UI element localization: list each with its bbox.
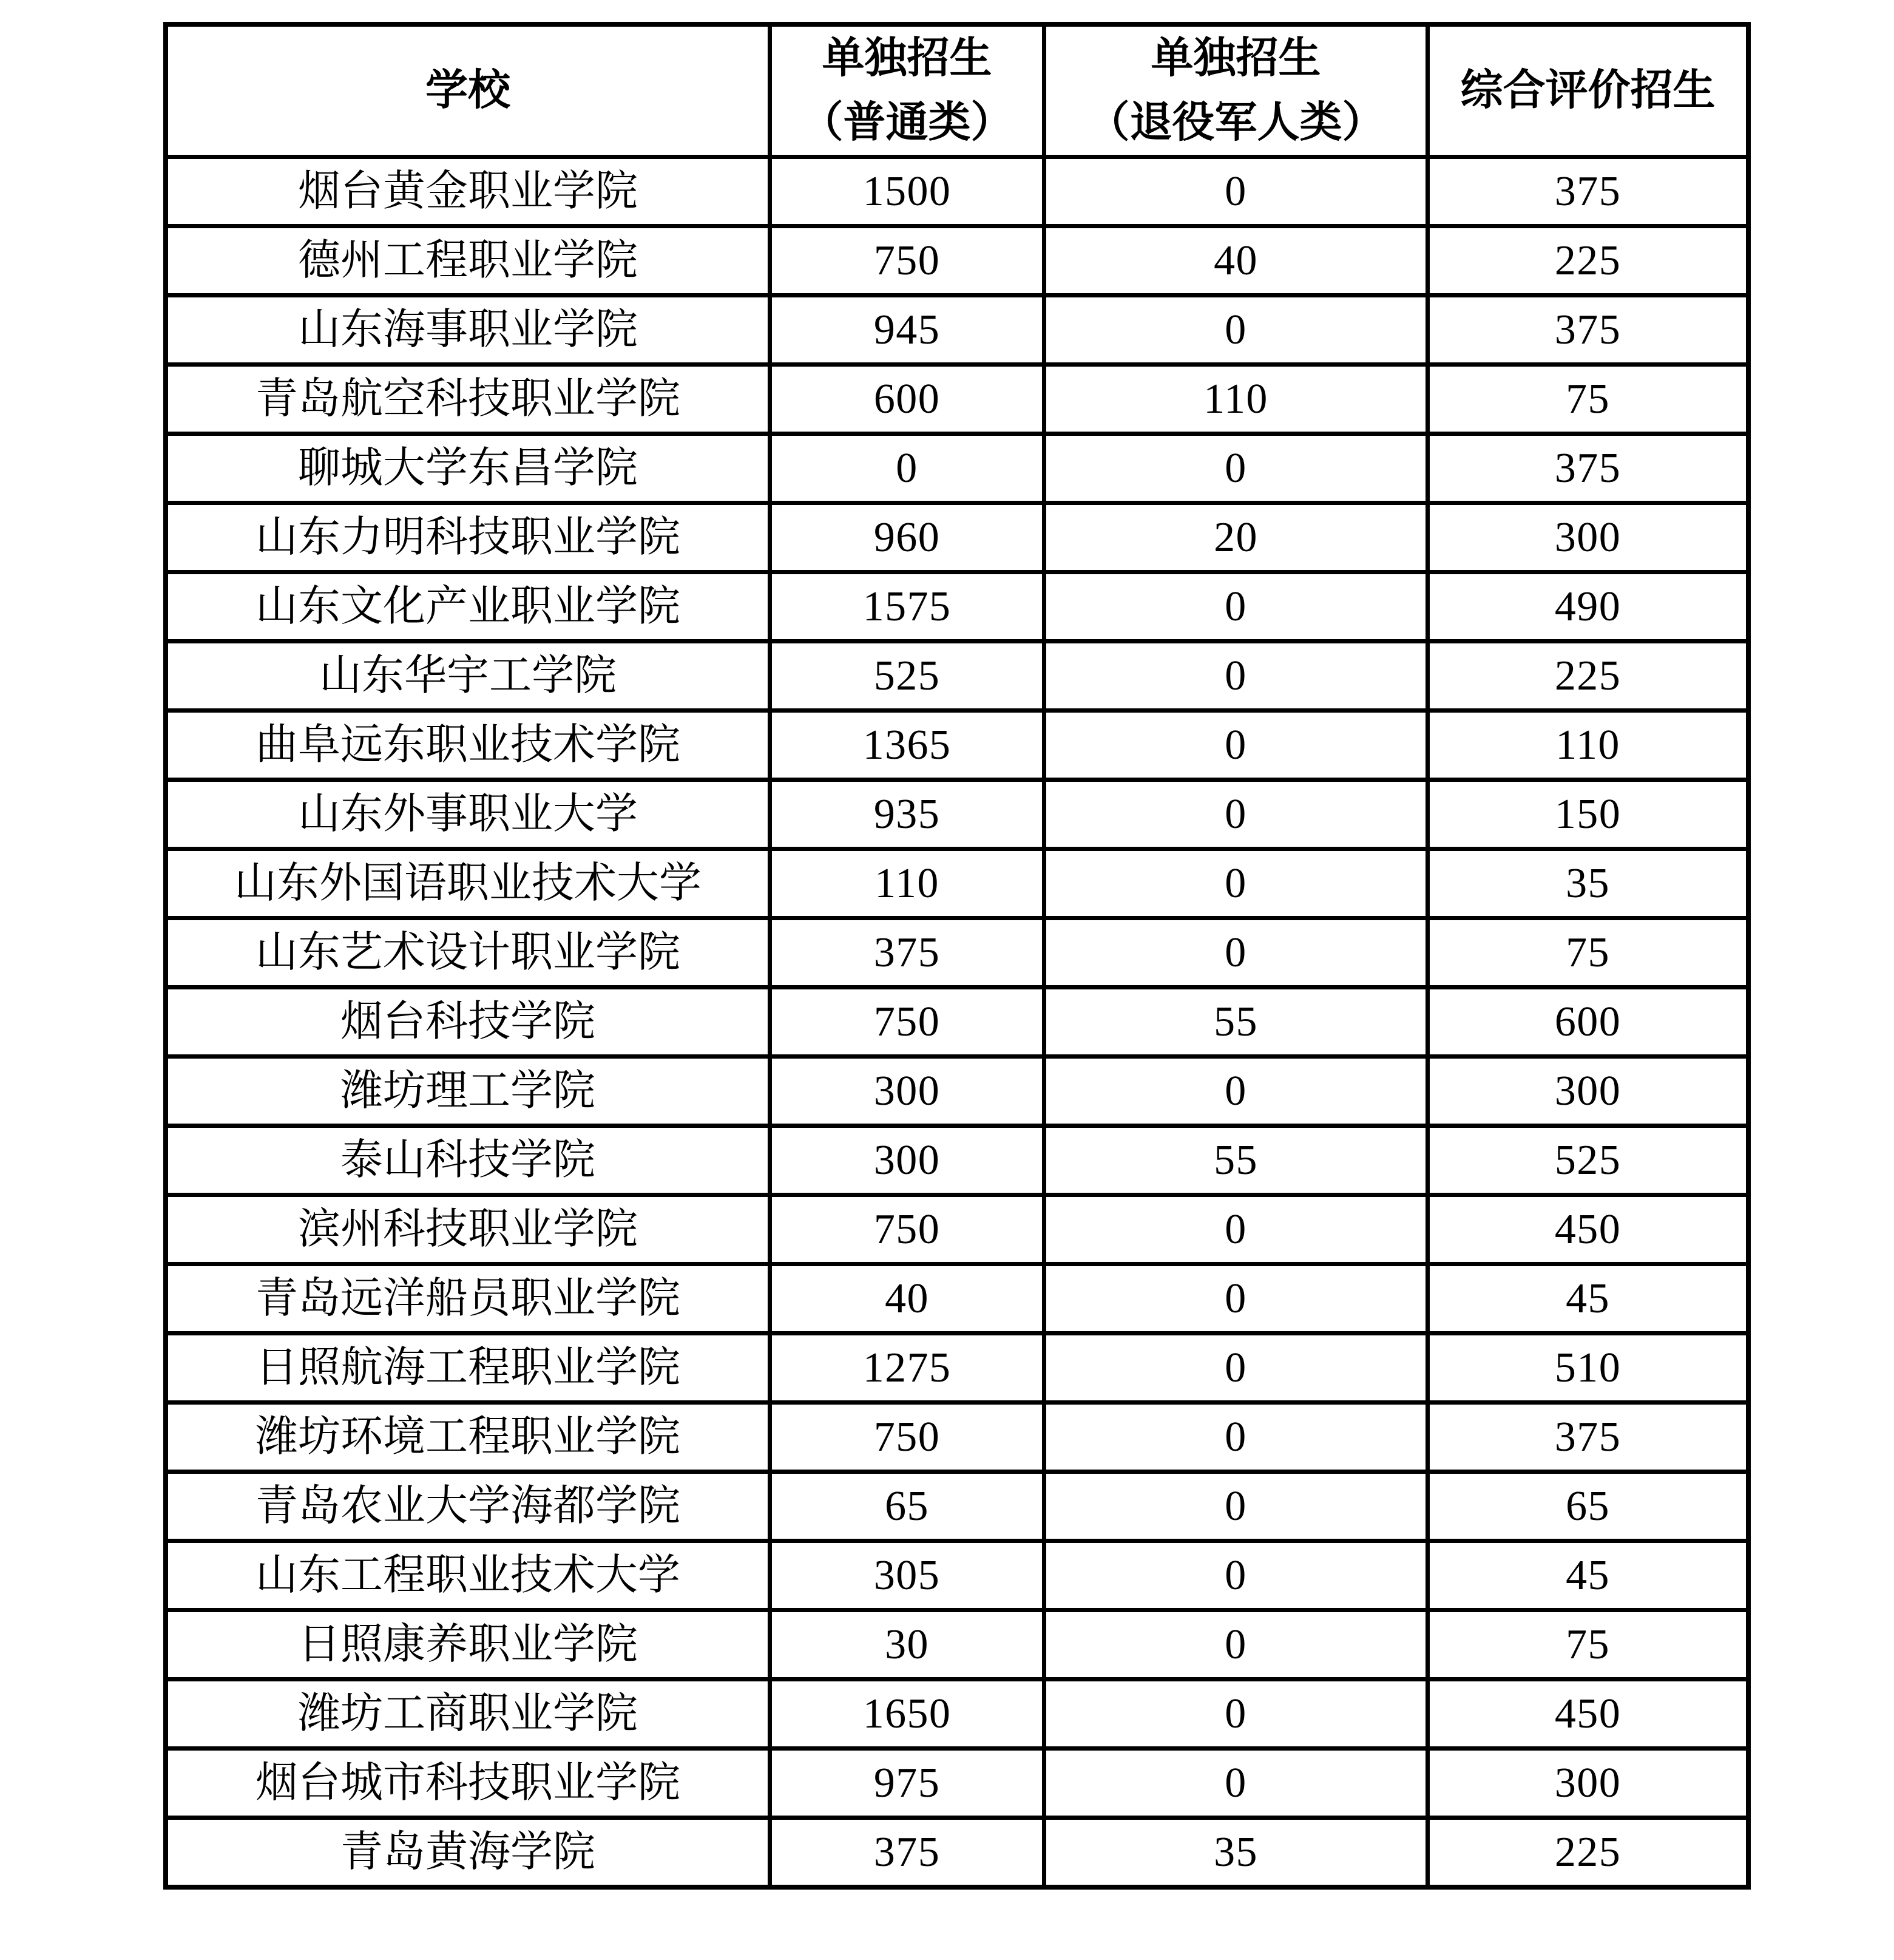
separate-veteran-cell: 0 bbox=[1046, 713, 1426, 778]
comprehensive-cell: 450 bbox=[1430, 1197, 1746, 1262]
school-name-cell: 日照康养职业学院 bbox=[168, 1612, 768, 1677]
separate-general-cell: 935 bbox=[772, 782, 1042, 847]
comprehensive-cell: 375 bbox=[1430, 1405, 1746, 1470]
separate-general-cell: 600 bbox=[772, 367, 1042, 432]
separate-general-cell: 1575 bbox=[772, 574, 1042, 639]
separate-general-cell: 305 bbox=[772, 1543, 1042, 1608]
separate-general-cell: 375 bbox=[772, 1820, 1042, 1885]
header-separate-general-line1: 单独招生 bbox=[822, 35, 992, 82]
separate-veteran-cell: 0 bbox=[1046, 1405, 1426, 1470]
separate-veteran-cell: 0 bbox=[1046, 297, 1426, 362]
separate-veteran-cell: 0 bbox=[1046, 1197, 1426, 1262]
school-name-cell: 德州工程职业学院 bbox=[168, 228, 768, 293]
school-name-cell: 潍坊理工学院 bbox=[168, 1059, 768, 1124]
school-name-cell: 日照航海工程职业学院 bbox=[168, 1335, 768, 1400]
header-separate-veteran-line1: 单独招生 bbox=[1151, 35, 1321, 82]
separate-general-cell: 750 bbox=[772, 1405, 1042, 1470]
comprehensive-cell: 450 bbox=[1430, 1681, 1746, 1746]
enrollment-table bbox=[163, 22, 1751, 1890]
comprehensive-cell: 225 bbox=[1430, 1820, 1746, 1885]
comprehensive-cell: 375 bbox=[1430, 436, 1746, 501]
school-name-cell: 烟台城市科技职业学院 bbox=[168, 1751, 768, 1816]
separate-general-cell: 960 bbox=[772, 505, 1042, 570]
comprehensive-cell: 225 bbox=[1430, 228, 1746, 293]
school-name-cell: 山东力明科技职业学院 bbox=[168, 505, 768, 570]
school-name-cell: 山东外事职业大学 bbox=[168, 782, 768, 847]
header-separate-general bbox=[772, 27, 1042, 155]
separate-general-cell: 0 bbox=[772, 436, 1042, 501]
separate-general-cell: 300 bbox=[772, 1059, 1042, 1124]
school-name-cell: 山东文化产业职业学院 bbox=[168, 574, 768, 639]
separate-veteran-cell: 55 bbox=[1046, 989, 1426, 1054]
comprehensive-cell: 45 bbox=[1430, 1543, 1746, 1608]
school-name-cell: 山东工程职业技术大学 bbox=[168, 1543, 768, 1608]
separate-veteran-cell: 0 bbox=[1046, 436, 1426, 501]
header-separate-veteran bbox=[1046, 27, 1426, 155]
separate-veteran-cell: 0 bbox=[1046, 782, 1426, 847]
comprehensive-cell: 35 bbox=[1430, 851, 1746, 916]
separate-general-cell: 945 bbox=[772, 297, 1042, 362]
separate-general-cell: 375 bbox=[772, 920, 1042, 985]
header-school: 学校 bbox=[168, 27, 768, 155]
header-separate-general-line2: （普通类） bbox=[800, 99, 1013, 146]
comprehensive-cell: 300 bbox=[1430, 505, 1746, 570]
comprehensive-cell: 600 bbox=[1430, 989, 1746, 1054]
school-name-cell: 滨州科技职业学院 bbox=[168, 1197, 768, 1262]
school-name-cell: 烟台黄金职业学院 bbox=[168, 159, 768, 224]
school-name-cell: 山东海事职业学院 bbox=[168, 297, 768, 362]
separate-general-cell: 30 bbox=[772, 1612, 1042, 1677]
separate-veteran-cell: 0 bbox=[1046, 643, 1426, 708]
separate-veteran-cell: 0 bbox=[1046, 1543, 1426, 1608]
separate-veteran-cell: 0 bbox=[1046, 1681, 1426, 1746]
school-name-cell: 青岛农业大学海都学院 bbox=[168, 1474, 768, 1539]
separate-veteran-cell: 0 bbox=[1046, 1335, 1426, 1400]
comprehensive-cell: 490 bbox=[1430, 574, 1746, 639]
school-name-cell: 青岛航空科技职业学院 bbox=[168, 367, 768, 432]
separate-veteran-cell: 0 bbox=[1046, 159, 1426, 224]
school-name-cell: 山东艺术设计职业学院 bbox=[168, 920, 768, 985]
separate-veteran-cell: 0 bbox=[1046, 574, 1426, 639]
separate-veteran-cell: 0 bbox=[1046, 1059, 1426, 1124]
comprehensive-cell: 300 bbox=[1430, 1751, 1746, 1816]
comprehensive-cell: 375 bbox=[1430, 297, 1746, 362]
separate-veteran-cell: 35 bbox=[1046, 1820, 1426, 1885]
separate-veteran-cell: 20 bbox=[1046, 505, 1426, 570]
comprehensive-cell: 75 bbox=[1430, 920, 1746, 985]
separate-general-cell: 65 bbox=[772, 1474, 1042, 1539]
separate-general-cell: 1275 bbox=[772, 1335, 1042, 1400]
separate-veteran-cell: 40 bbox=[1046, 228, 1426, 293]
comprehensive-cell: 525 bbox=[1430, 1128, 1746, 1193]
school-name-cell: 山东外国语职业技术大学 bbox=[168, 851, 768, 916]
separate-general-cell: 975 bbox=[772, 1751, 1042, 1816]
school-name-cell: 山东华宇工学院 bbox=[168, 643, 768, 708]
separate-general-cell: 1650 bbox=[772, 1681, 1042, 1746]
separate-general-cell: 1500 bbox=[772, 159, 1042, 224]
school-name-cell: 烟台科技学院 bbox=[168, 989, 768, 1054]
comprehensive-cell: 45 bbox=[1430, 1266, 1746, 1331]
separate-veteran-cell: 110 bbox=[1046, 367, 1426, 432]
header-separate-veteran-line2: （退役军人类） bbox=[1087, 99, 1385, 146]
separate-general-cell: 300 bbox=[772, 1128, 1042, 1193]
comprehensive-cell: 510 bbox=[1430, 1335, 1746, 1400]
school-name-cell: 青岛远洋船员职业学院 bbox=[168, 1266, 768, 1331]
separate-general-cell: 40 bbox=[772, 1266, 1042, 1331]
separate-veteran-cell: 0 bbox=[1046, 1266, 1426, 1331]
school-name-cell: 泰山科技学院 bbox=[168, 1128, 768, 1193]
header-comprehensive: 综合评价招生 bbox=[1430, 27, 1746, 155]
separate-veteran-cell: 0 bbox=[1046, 1474, 1426, 1539]
separate-veteran-cell: 0 bbox=[1046, 1751, 1426, 1816]
comprehensive-cell: 65 bbox=[1430, 1474, 1746, 1539]
separate-veteran-cell: 0 bbox=[1046, 920, 1426, 985]
comprehensive-cell: 75 bbox=[1430, 1612, 1746, 1677]
school-name-cell: 潍坊环境工程职业学院 bbox=[168, 1405, 768, 1470]
separate-general-cell: 1365 bbox=[772, 713, 1042, 778]
school-name-cell: 聊城大学东昌学院 bbox=[168, 436, 768, 501]
comprehensive-cell: 75 bbox=[1430, 367, 1746, 432]
comprehensive-cell: 225 bbox=[1430, 643, 1746, 708]
comprehensive-cell: 300 bbox=[1430, 1059, 1746, 1124]
separate-general-cell: 750 bbox=[772, 989, 1042, 1054]
school-name-cell: 曲阜远东职业技术学院 bbox=[168, 713, 768, 778]
comprehensive-cell: 110 bbox=[1430, 713, 1746, 778]
separate-veteran-cell: 0 bbox=[1046, 1612, 1426, 1677]
separate-general-cell: 525 bbox=[772, 643, 1042, 708]
separate-general-cell: 110 bbox=[772, 851, 1042, 916]
comprehensive-cell: 150 bbox=[1430, 782, 1746, 847]
comprehensive-cell: 375 bbox=[1430, 159, 1746, 224]
separate-veteran-cell: 55 bbox=[1046, 1128, 1426, 1193]
separate-veteran-cell: 0 bbox=[1046, 851, 1426, 916]
school-name-cell: 潍坊工商职业学院 bbox=[168, 1681, 768, 1746]
separate-general-cell: 750 bbox=[772, 228, 1042, 293]
separate-general-cell: 750 bbox=[772, 1197, 1042, 1262]
school-name-cell: 青岛黄海学院 bbox=[168, 1820, 768, 1885]
